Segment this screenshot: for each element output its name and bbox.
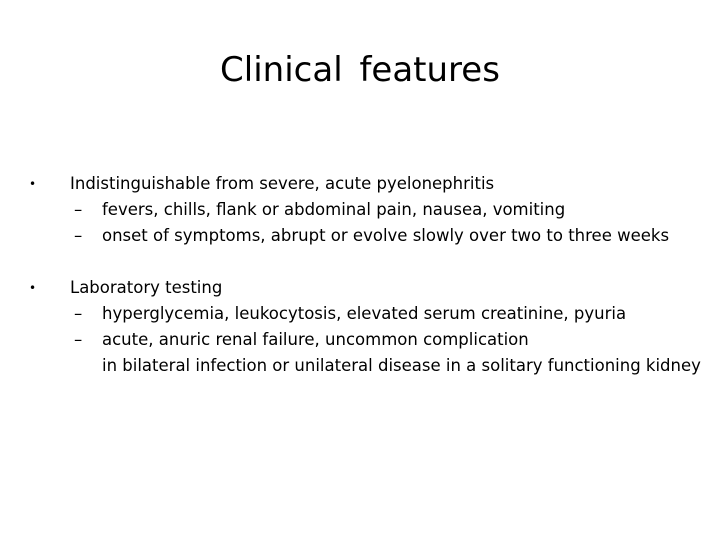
sub-item-continuation-text: in bilateral infection or unilateral disease in a solitary functioning kidney — [102, 356, 701, 375]
dash-marker: – — [74, 200, 83, 219]
bullet-text: Indistinguishable from severe, acute pyelonephritis — [70, 174, 495, 193]
sub-item-text: fevers, chills, flank or abdominal pain, nausea, vomiting — [102, 200, 566, 219]
sub-item-text: onset of symptoms, abrupt or evolve slowly over two to three weeks — [102, 226, 670, 245]
bullet-row — [0, 275, 720, 301]
sub-item-text: hyperglycemia, leukocytosis, elevated serum creatinine, pyuria — [102, 304, 627, 323]
bullet-item — [0, 171, 720, 249]
sub-item — [0, 301, 720, 327]
slide-title: Clinical features — [220, 50, 500, 90]
sub-item — [0, 197, 720, 223]
dash-marker: – — [74, 330, 83, 349]
bullet-item — [0, 275, 720, 379]
dash-marker: – — [74, 226, 83, 245]
bullet-row — [0, 171, 720, 197]
sub-item-text: acute, anuric renal failure, uncommon complication — [102, 330, 529, 349]
sub-item — [0, 327, 720, 353]
dash-marker: – — [74, 304, 83, 323]
bullet-marker: • — [29, 281, 37, 295]
bullet-marker: • — [29, 177, 37, 191]
sub-item — [0, 223, 720, 249]
sub-item-continuation — [0, 353, 720, 379]
bullet-text: Laboratory testing — [70, 278, 223, 297]
